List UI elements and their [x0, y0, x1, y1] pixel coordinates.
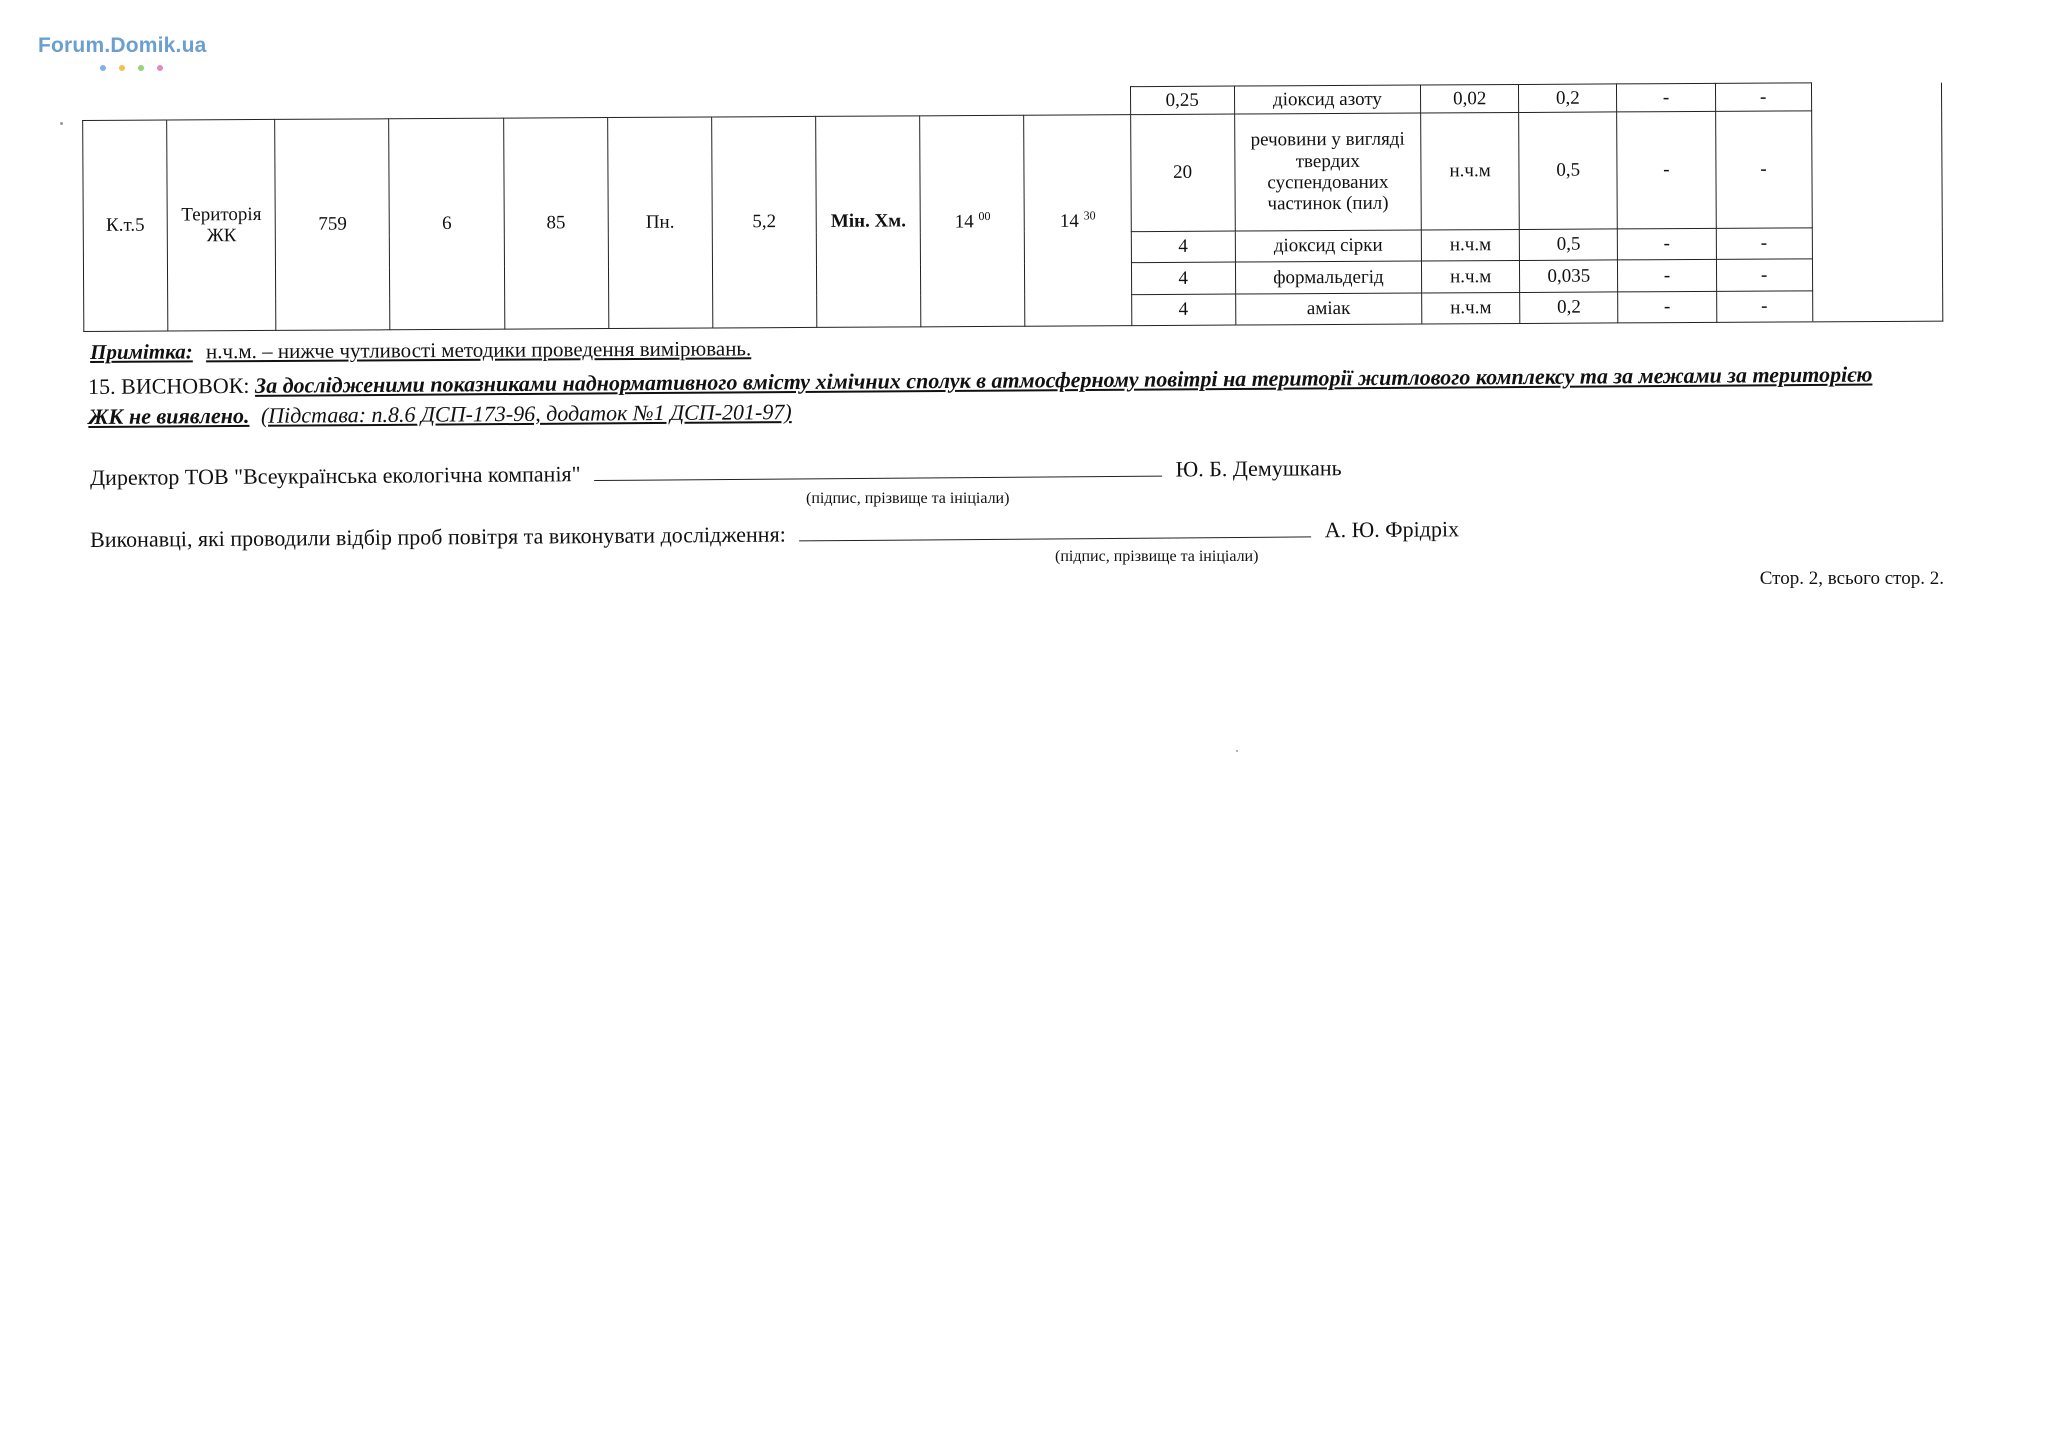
flow-cell: 0,25 [1130, 86, 1234, 115]
wind-speed-cell: 5,2 [712, 117, 817, 328]
measured-cell: 0,02 [1421, 84, 1519, 113]
substance-cell: діоксид сірки [1235, 230, 1421, 262]
conclusion-basis: (Підстава: п.8.6 ДСП-173-96, додаток №1 ДСП-201-97) [260, 399, 792, 428]
extra-cell-2: - [1716, 228, 1812, 260]
time-end-min: 30 [1083, 208, 1096, 223]
measurement-table [82, 82, 1943, 332]
limit-cell: 0,2 [1520, 292, 1618, 324]
extra-cell-2: - [1716, 290, 1812, 322]
humidity-cell: 85 [503, 118, 608, 329]
table-note [90, 336, 751, 365]
conclusion-number: 15. ВИСНОВОК: [88, 372, 250, 399]
time-end-cell [1024, 115, 1131, 326]
executors-signature-line [799, 516, 1311, 541]
extra-cell-2: - [1716, 259, 1812, 291]
scan-speck [1236, 750, 1238, 752]
note-label: Примітка: [90, 339, 193, 364]
conclusion-text: За дослідженими показниками наднормативного вмісту хімічних сполук в атмосферному повітрі на території житлового комплексу та за межами за територією ЖК не виявлено. [88, 361, 1873, 429]
flow-cell: 20 [1130, 114, 1235, 231]
flow-cell: 4 [1131, 231, 1235, 263]
limit-cell: 0,2 [1519, 84, 1617, 113]
table-row [83, 110, 1943, 237]
point-cell: К.т.5 [83, 120, 168, 331]
measured-cell: н.ч.м [1421, 113, 1520, 230]
flow-cell: 4 [1131, 294, 1235, 326]
time-start-min: 00 [978, 208, 991, 223]
director-signature-row [90, 454, 1342, 491]
watermark-dot [100, 65, 106, 71]
time-start-cell [920, 115, 1025, 326]
watermark-dot [138, 65, 144, 71]
substance-cell: діоксид азоту [1234, 85, 1420, 114]
flow-cell: 4 [1131, 262, 1235, 294]
limit-cell: 0,5 [1519, 112, 1618, 229]
watermark-dots [100, 58, 176, 76]
extra-cell-1: - [1618, 260, 1716, 292]
time-end-hour: 14 [1059, 210, 1079, 232]
sampler-cell: Мін. Хм. [816, 116, 921, 327]
scan-speck [60, 122, 63, 125]
page-number: Стор. 2, всього стор. 2. [1759, 568, 1944, 589]
pressure-cell: 759 [275, 119, 390, 331]
wind-direction-cell: Пн. [607, 117, 712, 328]
extra-cell-1: - [1618, 291, 1716, 323]
time-start-hour: 14 [954, 211, 974, 233]
conclusion-paragraph [88, 359, 1888, 432]
executors-name: А. Ю. Фрідріх [1324, 516, 1460, 543]
substance-cell: формальдегід [1235, 261, 1421, 293]
executors-signature-caption: (підпис, прізвище та ініціали) [1055, 548, 1259, 565]
measured-cell: н.ч.м [1421, 261, 1519, 293]
measured-cell: н.ч.м [1422, 292, 1520, 324]
watermark-dot [157, 65, 163, 71]
watermark-dot [119, 65, 125, 71]
substance-cell: аміак [1235, 293, 1421, 325]
note-text: н.ч.м. – нижче чутливості методики проведення вимірювань. [205, 336, 752, 364]
location-cell: Територія ЖК [167, 120, 276, 331]
extra-cell-2: - [1715, 83, 1811, 112]
extra-cell-1: - [1617, 111, 1716, 228]
extra-cell-1: - [1618, 228, 1716, 260]
limit-cell: 0,035 [1520, 260, 1618, 292]
measured-cell: н.ч.м [1421, 229, 1519, 261]
executors-label: Виконавці, які проводили відбір проб повітря та виконувати дослідження: [90, 521, 786, 552]
director-label: Директор ТОВ "Всеукраїнська екологічна компанія" [90, 461, 581, 490]
substance-cell: речовини у вигляді твердих суспендованих частинок (пил) [1234, 113, 1421, 231]
watermark-logo: Forum.Domik.ua [38, 34, 207, 57]
extra-cell-1: - [1617, 83, 1715, 112]
director-signature-line [594, 456, 1162, 481]
extra-cell-2: - [1715, 111, 1812, 228]
limit-cell: 0,5 [1519, 229, 1617, 261]
temperature-cell: 6 [389, 118, 504, 330]
director-name: Ю. Б. Демушкань [1175, 455, 1342, 482]
director-signature-caption: (підпис, прізвище та ініціали) [806, 490, 1010, 507]
